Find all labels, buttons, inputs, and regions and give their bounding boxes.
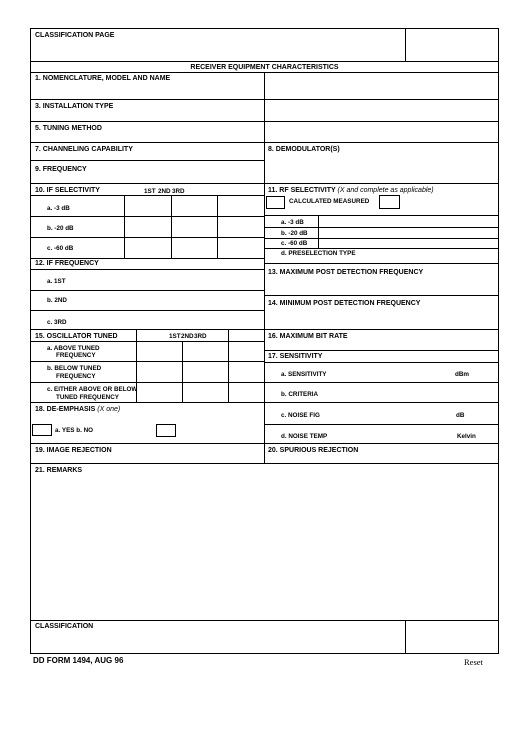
calc-measured-label: CALCULATED MEASURED	[289, 198, 370, 205]
form-id: DD FORM 1494, AUG 96	[33, 656, 124, 665]
divider	[264, 350, 499, 351]
divider	[264, 227, 499, 228]
yes-no-labels: a. YES b. NO	[55, 427, 94, 434]
rf-row-20db: b. -20 dB	[281, 230, 308, 237]
divider	[264, 382, 499, 383]
divider	[124, 195, 125, 258]
divider	[30, 216, 264, 217]
classification-bottom-label: CLASSIFICATION	[35, 623, 94, 630]
field-10-label: 10. IF SELECTIVITY	[35, 187, 100, 194]
divider	[217, 195, 218, 258]
col-1st: 1ST	[144, 188, 156, 195]
field-19-label: 19. IMAGE REJECTION	[35, 447, 112, 454]
divider	[30, 237, 264, 238]
field-13-label: 13. MAXIMUM POST DETECTION FREQUENCY	[268, 269, 424, 276]
osc-col-3rd: 3RD	[194, 333, 207, 340]
field-8-label: 8. DEMODULATOR(S)	[268, 146, 340, 153]
if-row-60db: c. -60 dB	[47, 245, 74, 252]
field-11-title: 11. RF SELECTIVITY	[268, 187, 336, 194]
sensitivity-unit: dBm	[455, 371, 469, 378]
divider	[264, 295, 499, 296]
field-12-label: 12. IF FREQUENCY	[35, 260, 99, 267]
field-15-label: 15. OSCILLATOR TUNED	[35, 333, 118, 340]
osc-above-line2: FREQUENCY	[56, 352, 96, 359]
divider	[30, 310, 264, 311]
if-row-20db: b. -20 dB	[47, 225, 74, 232]
divider	[264, 424, 499, 425]
divider	[30, 402, 264, 403]
rf-row-3db: a. -3 dB	[281, 219, 304, 226]
divider	[30, 61, 499, 62]
osc-col-2nd: 2ND	[181, 333, 194, 340]
osc-below-line1: b. BELOW TUNED	[47, 365, 102, 372]
field-11-label	[268, 187, 434, 195]
calculated-checkbox[interactable]	[266, 196, 285, 209]
osc-above-line1: a. ABOVE TUNED	[47, 345, 100, 352]
divider	[264, 238, 499, 239]
field-20-label: 20. SPURIOUS REJECTION	[268, 447, 359, 454]
divider	[264, 248, 499, 249]
rf-row-60db: c. -60 dB	[281, 240, 308, 247]
divider	[30, 121, 499, 122]
if-freq-1st: a. 1ST	[47, 278, 66, 285]
if-freq-2nd: b. 2ND	[47, 297, 67, 304]
sensitivity-label: a. SENSITIVITY	[281, 371, 327, 378]
noise-temp-unit: Kelvin	[457, 433, 476, 440]
divider	[30, 99, 499, 100]
field-7-label: 7. CHANNELING CAPABILITY	[35, 146, 133, 153]
divider	[264, 215, 499, 216]
noise-fig-unit: dB	[456, 412, 465, 419]
osc-below-line2: FREQUENCY	[56, 373, 96, 380]
if-row-3db: a. -3 dB	[47, 205, 70, 212]
divider	[30, 160, 264, 161]
field-18-label	[35, 406, 120, 414]
yes-checkbox[interactable]	[32, 424, 52, 436]
osc-col-1st: 1ST	[169, 333, 181, 340]
divider	[30, 142, 499, 143]
divider	[264, 263, 499, 264]
field-3-label: 3. INSTALLATION TYPE	[35, 103, 114, 110]
divider	[171, 195, 172, 258]
divider	[30, 382, 264, 383]
divider	[30, 463, 499, 464]
divider	[318, 215, 319, 248]
osc-either-line2: TUNED FREQUENCY	[56, 394, 119, 401]
measured-checkbox[interactable]	[379, 195, 400, 209]
noise-temp-label: d. NOISE TEMP	[281, 433, 328, 440]
field-1-label: 1. NOMENCLATURE, MODEL AND NAME	[35, 75, 171, 82]
divider	[30, 329, 499, 330]
field-14-label: 14. MINIMUM POST DETECTION FREQUENCY	[268, 300, 421, 307]
remarks-area[interactable]	[31, 476, 498, 618]
field-18-title: 18. DE-EMPHASIS	[35, 406, 96, 413]
divider	[30, 361, 264, 362]
osc-either-line1: c. EITHER ABOVE OR BELOW	[47, 386, 138, 393]
col-2nd: 2ND	[158, 188, 171, 195]
divider	[182, 341, 183, 402]
divider	[30, 269, 264, 270]
field-9-label: 9. FREQUENCY	[35, 166, 87, 173]
field-5-label: 5. TUNING METHOD	[35, 125, 102, 132]
divider	[30, 195, 264, 196]
field-18-note: (X one)	[97, 406, 121, 413]
noise-fig-label: c. NOISE FIG	[281, 412, 320, 419]
divider	[264, 402, 499, 403]
divider	[264, 72, 265, 463]
divider	[405, 28, 406, 62]
col-3rd: 3RD	[172, 188, 185, 195]
no-checkbox[interactable]	[156, 424, 176, 437]
if-freq-3rd: c. 3RD	[47, 319, 67, 326]
divider	[30, 443, 499, 444]
divider	[264, 362, 499, 363]
criteria-label: b. CRITERIA	[281, 391, 319, 398]
field-21-label: 21. REMARKS	[35, 467, 83, 474]
divider	[30, 183, 499, 184]
field-17-label: 17. SENSITIVITY	[268, 353, 323, 360]
field-11-note: (X and complete as applicable)	[337, 187, 434, 194]
reset-button[interactable]: Reset	[464, 657, 483, 667]
field-16-label: 16. MAXIMUM BIT RATE	[268, 333, 348, 340]
classification-page-label: CLASSIFICATION PAGE	[35, 32, 115, 39]
divider	[30, 620, 499, 621]
rf-row-preselection: d. PRESELECTION TYPE	[281, 250, 356, 257]
form-title: RECEIVER EQUIPMENT CHARACTERISTICS	[190, 64, 339, 71]
divider	[30, 258, 264, 259]
divider	[228, 329, 229, 402]
divider	[30, 290, 264, 291]
divider	[405, 620, 406, 654]
